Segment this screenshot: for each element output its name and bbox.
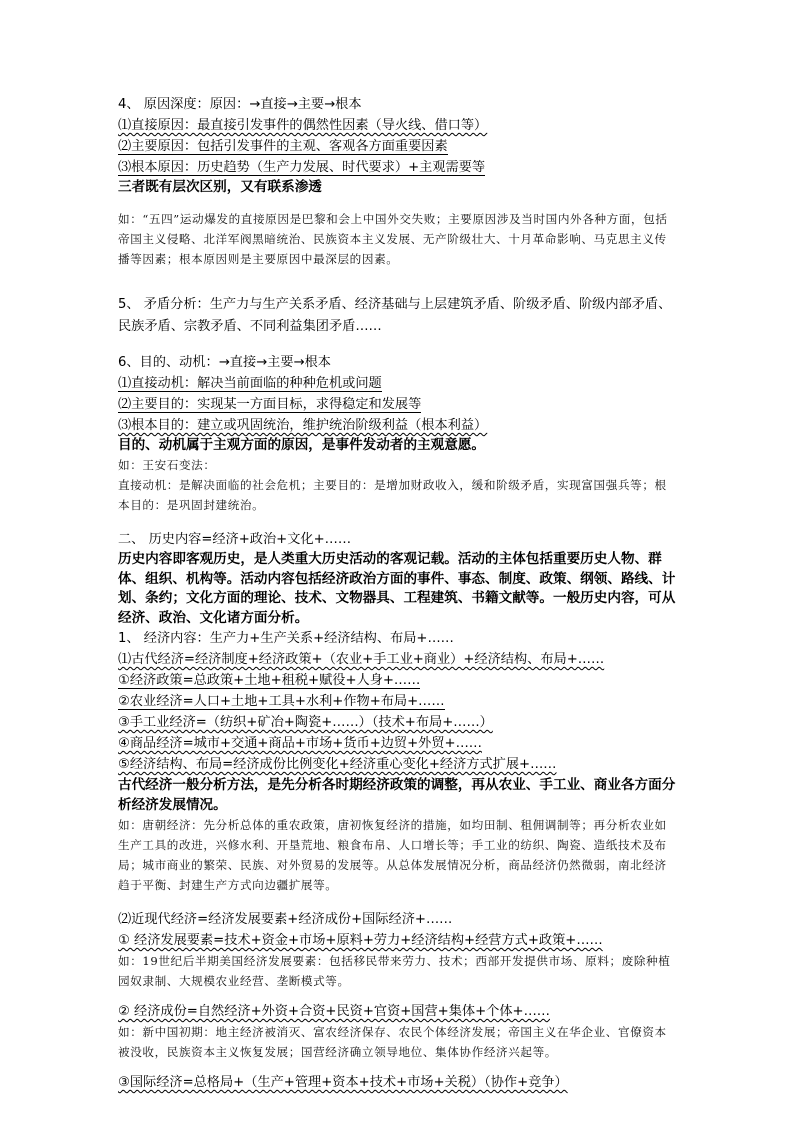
s6-item-main: ⑵主要目的：实现某一方面目标，求得稳定和发展等 xyxy=(118,397,422,413)
s4-item-main: ⑵主要原因：包括引发事件的主观、客观各方面重要因素 xyxy=(118,139,448,154)
sec2-ancient-economy: ⑴古代经济=经济制度+经济政策+（农业+手工业+商业）+经济结构、布局+…… xyxy=(118,652,605,668)
s4-summary: 三者既有层次区别，又有联系渗透 xyxy=(118,179,322,195)
s4-item-direct: ⑴直接原因：最直接引发事件的偶然性因素（导火线、借口等） xyxy=(118,118,488,133)
section-5-text: 5、 矛盾分析：生产力与生产关系矛盾、经济基础与上层建筑矛盾、阶级矛盾、阶级内部矛盾、民族矛盾、宗教矛盾、不同利益集团矛盾…… xyxy=(118,297,672,335)
sec2-modern-item-components: ② 经济成份=自然经济+外资+合资+民资+官资+国营+集体+个体+…… xyxy=(118,1004,550,1020)
sec2-sub1-title: 1、 经济内容：生产力+生产关系+经济结构、布局+…… xyxy=(118,631,454,647)
sec2-modern-example-2: 如：新中国初期：地主经济被消灭、富农经济保存、农民个体经济发展；帝国主义在华企业、官僚资本被没收，民族资本主义恢复发展；国营经济确立领导地位、集体协作经济兴起等。 xyxy=(118,1025,667,1060)
sec2-method: 古代经济一般分析方法，是先分析各时期经济政策的调整，再从农业、手工业、商业各方面分析经济发展情况。 xyxy=(118,777,676,814)
sec2-modern-item-international: ③国际经济=总格局+（生产+管理+资本+技术+市场+关税）（协作+竞争） xyxy=(118,1075,568,1091)
s6-example-label: 如：王安石变法： xyxy=(118,458,216,473)
sec2-example-tang: 如：唐朝经济：先分析总体的重农政策，唐初恢复经济的措施，如均田制、租佣调制等；再分析农业如生产工具的改进，兴修水利、开垦荒地、粮食布帛、人口增长等；手工业的纺织、陶瓷、造纸技术及布局；城市商业的繁荣、民族、对外贸易的发展等。从总体发展情况分析，商品经济仍然微弱，南北经济趋于平衡、封建生产方式向边疆扩展等。 xyxy=(118,818,667,893)
sec2-modern-example-1: 如：19世纪后半期美国经济发展要素：包括移民带来劳力、技术；西部开发提供市场、原料；废除种植园奴隶制、大规模农业经营、垄断模式等。 xyxy=(118,954,671,989)
s6-example: 直接动机：是解决面临的社会危机；主要目的：是增加财政收入，缓和阶级矛盾，实现富国强兵等；根本目的：是巩固封建统治。 xyxy=(118,478,667,513)
sec2-item-handicraft: ③手工业经济=（纺织+矿冶+陶瓷+……）（技术+布局+……） xyxy=(118,715,493,731)
sec2-item-policy: ①经济政策=总政策+土地+租税+赋役+人身+…… xyxy=(118,673,421,689)
s6-item-direct: ⑴直接动机：解决当前面临的种种危机或问题 xyxy=(118,376,382,392)
s6-item-root: ⑶根本目的：建立或巩固统治，维护统治阶级利益（根本利益） xyxy=(118,418,488,434)
sec2-item-commerce: ④商品经济=城市+交通+商品+市场+货币+边贸+外贸+…… xyxy=(118,736,482,752)
sec2-modern-title: ⑵近现代经济=经济发展要素+经济成份+国际经济+…… xyxy=(118,912,453,928)
sec2-summary: 历史内容即客观历史，是人类重大历史活动的客观记载。活动的主体包括重要历史人物、群体、组织、机构等。活动内容包括经济政治方面的事件、事态、制度、政策、纲领、路线、计划、条约；文化方面的理论、技术、文物器具、工程建筑、书籍文献等。一般历史内容，可从经济、政治、文化诸方面分析。 xyxy=(118,551,676,626)
document-page xyxy=(118,94,678,1093)
sec2-item-structure: ⑤经济结构、布局=经济成份比例变化+经济重心变化+经济方式扩展+…… xyxy=(118,757,557,773)
sec2-item-agriculture: ②农业经济=人口+土地+工具+水利+作物+布局+…… xyxy=(118,694,445,710)
sec2-modern-item-factors: ① 经济发展要素=技术+资金+市场+原料+劳力+经济结构+经营方式+政策+…… xyxy=(118,933,603,949)
section-4-title: 4、 原因深度：原因：→直接→主要→根本 xyxy=(118,97,362,112)
s4-example: 如：“五四”运动爆发的直接原因是巴黎和会上中国外交失败；主要原因涉及当时国内外各种方面，包括帝国主义侵略、北洋军阀黑暗统治、民族资本主义发展、无产阶级壮大、十月革命影响、马克思主义传播等因素；根本原因则是主要原因中最深层的因素。 xyxy=(118,211,668,266)
s6-summary: 目的、动机属于主观方面的原因，是事件发动者的主观意愿。 xyxy=(118,437,486,454)
section-6-title: 6、目的、动机：→直接→主要→根本 xyxy=(118,355,331,371)
section-2-title: 二、 历史内容=经济+政治+文化+…… xyxy=(118,532,352,548)
s4-item-root: ⑶根本原因：历史趋势（生产力发展、时代要求）+主观需要等 xyxy=(118,160,486,175)
